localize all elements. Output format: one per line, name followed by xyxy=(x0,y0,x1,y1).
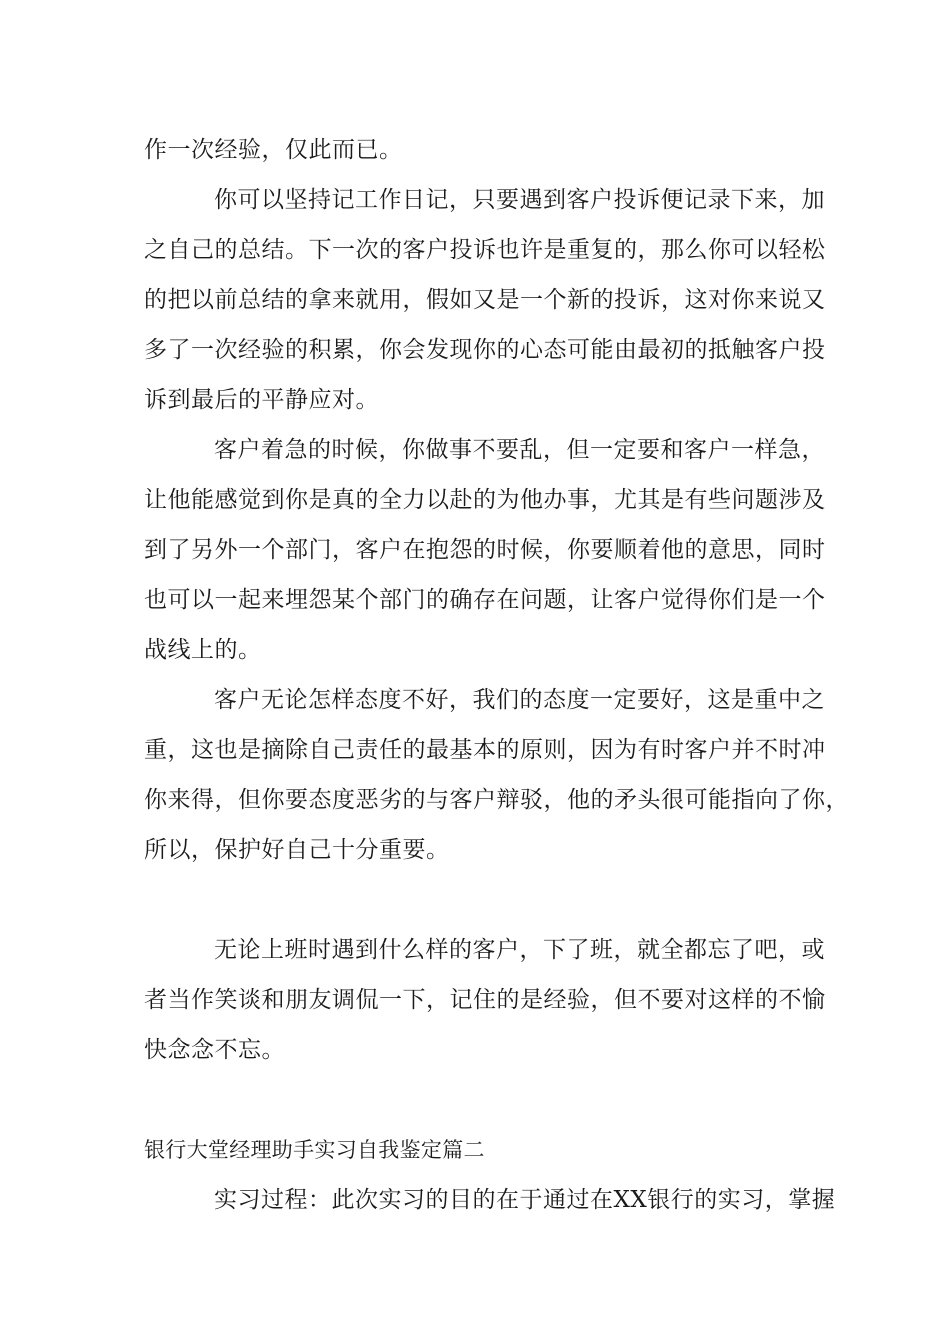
text-line: 诉到最后的平静应对。 xyxy=(144,387,379,413)
text-line: 重，这也是摘除自己责任的最基本的原则，因为有时客户并不时冲 xyxy=(144,737,826,763)
text-line: 也可以一起来埋怨某个部门的确存在问题，让客户觉得你们是一个 xyxy=(144,587,826,613)
text-line: 快念念不忘。 xyxy=(144,1037,285,1063)
text-line: 者当作笑谈和朋友调侃一下，记住的是经验，但不要对这样的不愉 xyxy=(144,987,826,1013)
text-line: 到了另外一个部门，客户在抱怨的时候，你要顺着他的意思，同时 xyxy=(144,537,826,563)
paragraph-first-line: 客户无论怎样态度不好，我们的态度一定要好，这是重中之 xyxy=(214,687,825,713)
text-line: 战线上的。 xyxy=(144,637,262,663)
paragraph-first-line: 客户着急的时候，你做事不要乱，但一定要和客户一样急， xyxy=(214,437,825,463)
text-line: 所以，保护好自己十分重要。 xyxy=(144,837,450,863)
text-line: 作一次经验，仅此而已。 xyxy=(144,137,403,163)
text-line: 的把以前总结的拿来就用，假如又是一个新的投诉，这对你来说又 xyxy=(144,287,826,313)
section-heading: 银行大堂经理助手实习自我鉴定篇二 xyxy=(144,1138,485,1162)
paragraph-first-line: 你可以坚持记工作日记，只要遇到客户投诉便记录下来，加 xyxy=(214,187,825,213)
text-line: 让他能感觉到你是真的全力以赴的为他办事，尤其是有些问题涉及 xyxy=(144,487,826,513)
text-line: 你来得，但你要态度恶劣的与客户辩驳，他的矛头很可能指向了你， xyxy=(144,787,849,813)
text-line: 之自己的总结。下一次的客户投诉也许是重复的，那么你可以轻松 xyxy=(144,237,826,263)
text-line: 多了一次经验的积累，你会发现你的心态可能由最初的抵触客户投 xyxy=(144,337,826,363)
paragraph-first-line: 无论上班时遇到什么样的客户，下了班，就全都忘了吧，或 xyxy=(214,937,825,963)
paragraph-first-line: 实习过程：此次实习的目的在于通过在XX银行的实习，掌握 xyxy=(214,1187,836,1213)
